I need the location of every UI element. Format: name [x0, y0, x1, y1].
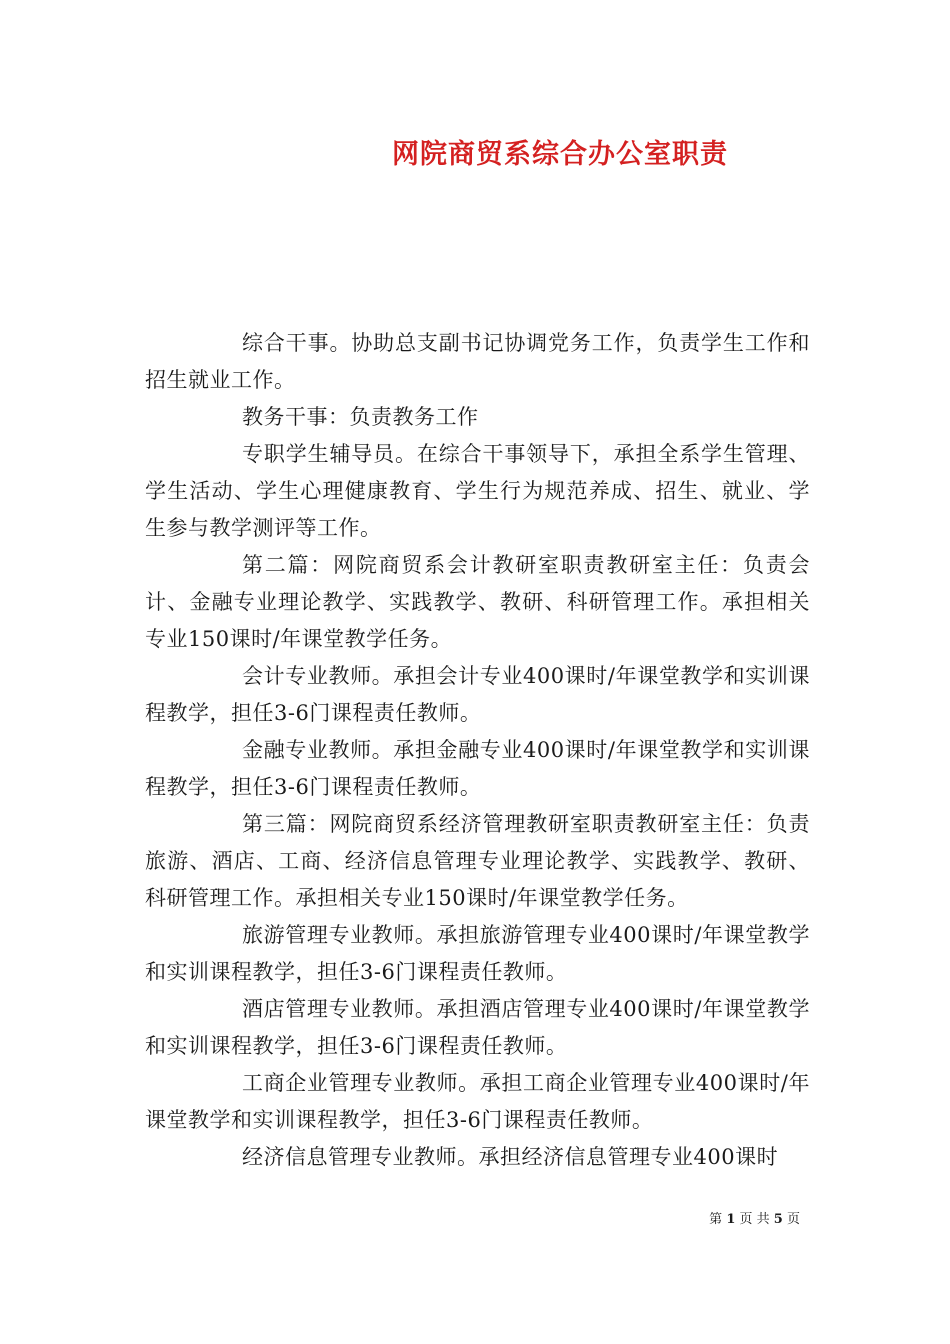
footer-current-page: 1: [726, 1212, 736, 1227]
paragraph-business-teacher: 工商企业管理专业教师。承担工商企业管理专业400课时/年课堂教学和实训课程教学，担任3-6门课程责任教师。: [145, 1071, 810, 1132]
paragraph-accounting-section: 第二篇：网院商贸系会计教研室职责教研室主任：负责会计、金融专业理论教学、实践教学、教研、科研管理工作。承担相关专业150课时/年课堂教学任务。: [145, 553, 810, 651]
paragraph-academic-clerk: 教务干事：负责教务工作: [242, 405, 479, 429]
paragraph-finance-teacher: 金融专业教师。承担金融专业400课时/年课堂教学和实训课程教学，担任3-6门课程责任教师。: [145, 738, 810, 799]
footer-total-pages: 5: [773, 1212, 783, 1227]
paragraph-economic-management-section: 第三篇：网院商贸系经济管理教研室职责教研室主任：负责旅游、酒店、工商、经济信息管理专业理论教学、实践教学、教研、科研管理工作。承担相关专业150课时/年课堂教学任务。: [145, 812, 810, 910]
document-title: 网院商贸系综合办公室职责: [392, 139, 728, 170]
footer-middle: 页 共: [739, 1212, 770, 1227]
footer-prefix: 第: [709, 1212, 723, 1227]
paragraph-accounting-teacher: 会计专业教师。承担会计专业400课时/年课堂教学和实训课程教学，担任3-6门课程责任教师。: [145, 664, 810, 725]
paragraph-student-counselor: 专职学生辅导员。在综合干事领导下，承担全系学生管理、学生活动、学生心理健康教育、学生行为规范养成、招生、就业、学生参与教学测评等工作。: [145, 442, 810, 540]
paragraph-econ-info-teacher: 经济信息管理专业教师。承担经济信息管理专业400课时: [242, 1145, 779, 1169]
page-footer: [0, 1208, 800, 1227]
paragraph-hotel-teacher: 酒店管理专业教师。承担酒店管理专业400课时/年课堂教学和实训课程教学，担任3-6门课程责任教师。: [145, 997, 810, 1058]
paragraph-tourism-teacher: 旅游管理专业教师。承担旅游管理专业400课时/年课堂教学和实训课程教学，担任3-6门课程责任教师。: [145, 923, 810, 984]
document-body: [145, 325, 810, 1176]
paragraph-general-clerk: 综合干事。协助总支副书记协调党务工作，负责学生工作和招生就业工作。: [145, 331, 810, 392]
footer-suffix: 页: [786, 1212, 800, 1227]
